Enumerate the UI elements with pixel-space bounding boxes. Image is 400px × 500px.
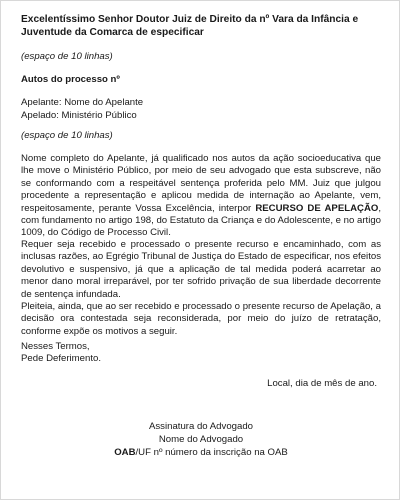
appeal-title: RECURSO DE APELAÇÃO <box>255 202 379 214</box>
oab-number-text: /UF nº número da inscrição na OAB <box>135 447 288 458</box>
closing-line-2: Pede Deferimento. <box>21 353 101 364</box>
oab-label: OAB <box>114 447 136 458</box>
document-heading: Excelentíssimo Senhor Doutor Juiz de Direito da nº Vara da Infância e Juventude da Comarca de especificar <box>21 14 359 38</box>
paragraph-1 <box>21 153 381 240</box>
appellee-line: Apelado: Ministério Público <box>21 110 137 121</box>
lawyer-name: Nome do Advogado <box>158 434 244 445</box>
paragraph-1-text-before: Nome completo do Apelante, já qualificado nos autos da ação socioeducativa que lhe move o Ministério Público, por meio de seu advogado que esta subscreve, não se conformando com a respeitável sentença proferida pelo MM. Juiz que julgou procedente a representação e aplicou medida de internação ao Apelante, vem, respeitosamente, perante Vossa Excelência, interpor <box>21 153 381 214</box>
case-number-label: Autos do processo nº <box>21 74 120 85</box>
spacing-note-1: (espaço de 10 linhas) <box>21 51 113 62</box>
oab-registration <box>1 447 400 459</box>
paragraph-1-text-after: , com fundamento no artigo 198, do Estatuto da Criança e do Adolescente, e no artigo 1009, do Código de Processo Civil. <box>21 202 382 239</box>
place-date: Local, dia de mês de ano. <box>267 378 377 389</box>
paragraph-2: Requer seja recebido e processado o presente recurso e encaminhado, com as inclusas razões, ao Egrégio Tribunal de Justiça do Estado de especificar, nos efeitos devolutivo e suspensivo, já que a aplicação de tal medida poderá acarretar ao menor dano moral irreparável, por ter sofrido privação de sua liberdade decorrente de sentença infundada. <box>21 239 381 300</box>
appellant-line: Apelante: Nome do Apelante <box>21 97 144 108</box>
signature-line: Assinatura do Advogado <box>148 421 253 432</box>
closing-line-1: Nesses Termos, <box>21 341 90 352</box>
paragraph-3: Pleiteia, ainda, que ao ser recebido e processado o presente recurso de Apelação, a decisão ora contestada seja reconsiderada, por meio do juízo de retratação, conforme expõe os motivos a seguir. <box>21 301 381 337</box>
spacing-note-2: (espaço de 10 linhas) <box>21 130 113 141</box>
